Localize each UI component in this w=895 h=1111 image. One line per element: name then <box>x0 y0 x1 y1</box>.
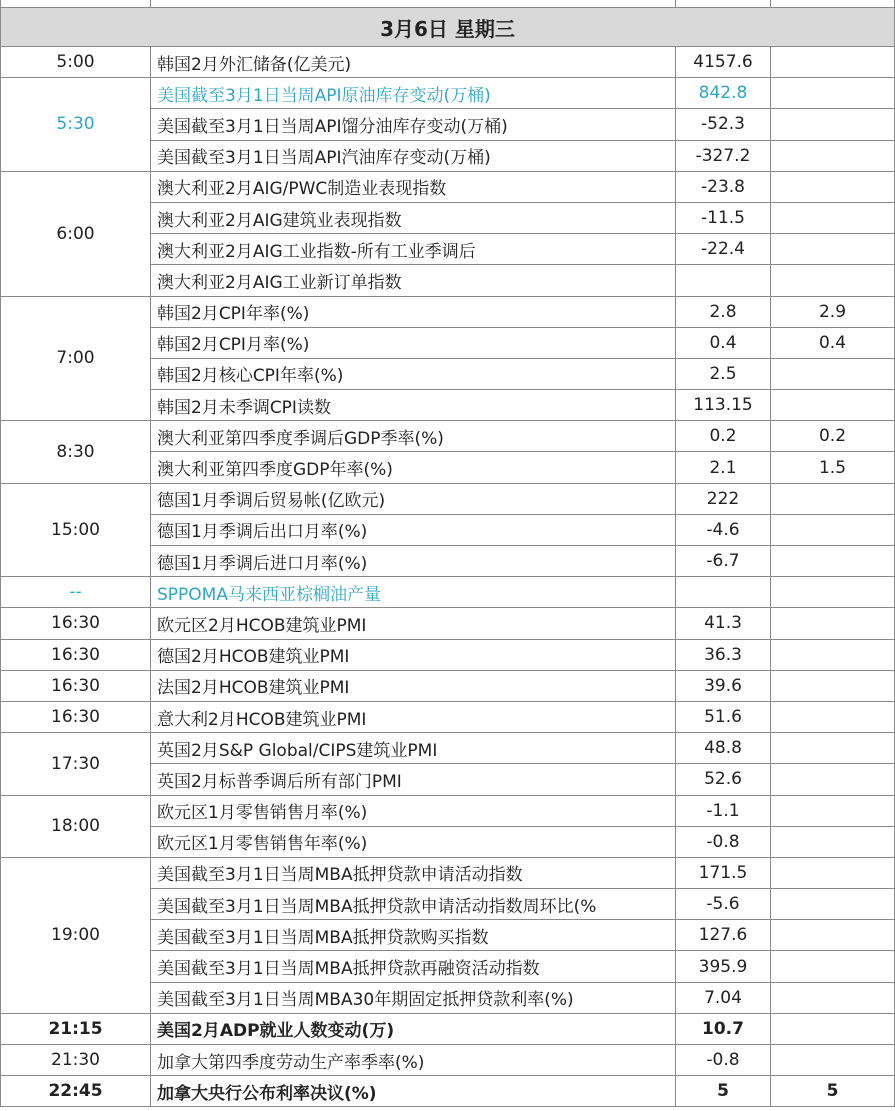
previous-value-cell: -52.3 <box>676 109 771 140</box>
time-cell: 21:15 <box>1 1013 151 1044</box>
forecast-value-cell <box>771 358 895 389</box>
previous-value-cell: 36.3 <box>676 639 771 670</box>
event-name-cell: 韩国2月核心CPI年率(%) <box>151 358 676 389</box>
date-header: 3月6日 星期三 <box>1 8 895 47</box>
previous-value-cell: 395.9 <box>676 951 771 982</box>
forecast-value-cell <box>771 390 895 421</box>
forecast-value-cell <box>771 733 895 764</box>
previous-value-cell: 113.15 <box>676 390 771 421</box>
previous-value-cell: 51.6 <box>676 701 771 732</box>
previous-value-cell: -1.1 <box>676 795 771 826</box>
previous-value-cell: -5.6 <box>676 889 771 920</box>
calendar-row <box>1 670 895 701</box>
forecast-value-cell: 2.9 <box>771 296 895 327</box>
forecast-value-cell: 0.2 <box>771 421 895 452</box>
event-name-cell: 澳大利亚2月AIG工业新订单指数 <box>151 265 676 296</box>
forecast-value-cell <box>771 78 895 109</box>
previous-value-cell: 2.1 <box>676 452 771 483</box>
event-name-cell: 欧元区1月零售销售年率(%) <box>151 826 676 857</box>
previous-value-cell: -327.2 <box>676 140 771 171</box>
calendar-row <box>1 1013 895 1044</box>
previous-value-cell: 39.6 <box>676 670 771 701</box>
time-cell: 22:45 <box>1 1076 151 1107</box>
calendar-row <box>1 577 895 608</box>
time-cell: 5:30 <box>1 78 151 172</box>
forecast-value-cell <box>771 140 895 171</box>
previous-value-cell: 0.4 <box>676 327 771 358</box>
previous-value-cell: 0.2 <box>676 421 771 452</box>
forecast-value-cell <box>771 171 895 202</box>
forecast-value-cell <box>771 47 895 78</box>
event-name-cell: 澳大利亚2月AIG建筑业表现指数 <box>151 202 676 233</box>
event-name-cell: 美国截至3月1日当周MBA抵押贷款申请活动指数周环比(% <box>151 889 676 920</box>
forecast-value-cell <box>771 546 895 577</box>
event-name-cell: SPPOMA马来西亚棕榈油产量 <box>151 577 676 608</box>
event-name-cell: 美国2月ADP就业人数变动(万) <box>151 1013 676 1044</box>
event-name-cell: 澳大利亚2月AIG工业指数-所有工业季调后 <box>151 234 676 265</box>
forecast-value-cell <box>771 982 895 1013</box>
forecast-value-cell <box>771 701 895 732</box>
calendar-row <box>1 639 895 670</box>
event-name-cell: 德国1月季调后进口月率(%) <box>151 546 676 577</box>
event-name-cell: 美国截至3月1日当周API汽油库存变动(万桶) <box>151 140 676 171</box>
event-name-cell: 德国1月季调后出口月率(%) <box>151 514 676 545</box>
time-cell: 15:00 <box>1 483 151 577</box>
event-name-cell: 英国2月标普季调后所有部门PMI <box>151 764 676 795</box>
time-cell: 16:30 <box>1 639 151 670</box>
forecast-value-cell <box>771 577 895 608</box>
previous-value-cell: -23.8 <box>676 171 771 202</box>
calendar-row <box>1 1076 895 1107</box>
top-edge-row <box>1 0 895 8</box>
event-name-cell: 美国截至3月1日当周MBA抵押贷款再融资活动指数 <box>151 951 676 982</box>
forecast-value-cell <box>771 639 895 670</box>
event-name-cell: 澳大利亚2月AIG/PWC制造业表现指数 <box>151 171 676 202</box>
previous-value-cell: -22.4 <box>676 234 771 265</box>
previous-value-cell: 842.8 <box>676 78 771 109</box>
event-name-cell: 韩国2月CPI年率(%) <box>151 296 676 327</box>
previous-value-cell: 41.3 <box>676 608 771 639</box>
previous-value-cell: 7.04 <box>676 982 771 1013</box>
previous-value-cell: 52.6 <box>676 764 771 795</box>
forecast-value-cell <box>771 234 895 265</box>
event-name-cell: 韩国2月CPI月率(%) <box>151 327 676 358</box>
forecast-value-cell <box>771 1045 895 1076</box>
forecast-value-cell <box>771 265 895 296</box>
forecast-value-cell <box>771 764 895 795</box>
calendar-row <box>1 733 895 764</box>
event-name-cell: 美国截至3月1日当周API原油库存变动(万桶) <box>151 78 676 109</box>
calendar-row <box>1 608 895 639</box>
event-name-cell: 英国2月S&P Global/CIPS建筑业PMI <box>151 733 676 764</box>
time-cell: 16:30 <box>1 608 151 639</box>
previous-value-cell: -4.6 <box>676 514 771 545</box>
event-name-cell: 意大利2月HCOB建筑业PMI <box>151 701 676 732</box>
previous-value-cell: 5 <box>676 1076 771 1107</box>
time-cell: 16:30 <box>1 701 151 732</box>
calendar-body <box>1 0 895 1107</box>
calendar-row <box>1 1045 895 1076</box>
calendar-row <box>1 701 895 732</box>
calendar-row <box>1 857 895 888</box>
previous-value-cell: 2.8 <box>676 296 771 327</box>
forecast-value-cell <box>771 826 895 857</box>
forecast-value-cell <box>771 670 895 701</box>
top-edge-cell <box>151 0 676 8</box>
forecast-value-cell <box>771 483 895 514</box>
previous-value-cell: 2.5 <box>676 358 771 389</box>
forecast-value-cell: 1.5 <box>771 452 895 483</box>
forecast-value-cell <box>771 202 895 233</box>
time-cell: 16:30 <box>1 670 151 701</box>
event-name-cell: 澳大利亚第四季度季调后GDP季率(%) <box>151 421 676 452</box>
forecast-value-cell <box>771 951 895 982</box>
forecast-value-cell: 5 <box>771 1076 895 1107</box>
forecast-value-cell <box>771 795 895 826</box>
event-name-cell: 美国截至3月1日当周API馏分油库存变动(万桶) <box>151 109 676 140</box>
event-name-cell: 韩国2月外汇储备(亿美元) <box>151 47 676 78</box>
event-name-cell: 欧元区2月HCOB建筑业PMI <box>151 608 676 639</box>
event-name-cell: 法国2月HCOB建筑业PMI <box>151 670 676 701</box>
time-cell: 17:30 <box>1 733 151 795</box>
forecast-value-cell <box>771 920 895 951</box>
previous-value-cell: -0.8 <box>676 1045 771 1076</box>
top-edge-cell <box>676 0 771 8</box>
calendar-row <box>1 296 895 327</box>
forecast-value-cell <box>771 109 895 140</box>
event-name-cell: 澳大利亚第四季度GDP年率(%) <box>151 452 676 483</box>
event-name-cell: 德国1月季调后贸易帐(亿欧元) <box>151 483 676 514</box>
forecast-value-cell <box>771 514 895 545</box>
time-cell: 8:30 <box>1 421 151 483</box>
time-cell: 19:00 <box>1 857 151 1013</box>
previous-value-cell: 222 <box>676 483 771 514</box>
event-name-cell: 加拿大央行公布利率决议(%) <box>151 1076 676 1107</box>
previous-value-cell: -0.8 <box>676 826 771 857</box>
time-cell: 5:00 <box>1 47 151 78</box>
calendar-row <box>1 47 895 78</box>
previous-value-cell: 127.6 <box>676 920 771 951</box>
date-header-row <box>1 8 895 47</box>
event-name-cell: 美国截至3月1日当周MBA抵押贷款申请活动指数 <box>151 857 676 888</box>
top-edge-cell <box>771 0 895 8</box>
calendar-row <box>1 421 895 452</box>
event-name-cell: 韩国2月未季调CPI读数 <box>151 390 676 421</box>
calendar-row <box>1 171 895 202</box>
previous-value-cell: 48.8 <box>676 733 771 764</box>
time-cell: 6:00 <box>1 171 151 296</box>
time-cell: 21:30 <box>1 1045 151 1076</box>
previous-value-cell: -6.7 <box>676 546 771 577</box>
previous-value-cell: 10.7 <box>676 1013 771 1044</box>
calendar-row <box>1 78 895 109</box>
forecast-value-cell <box>771 889 895 920</box>
forecast-value-cell: 0.4 <box>771 327 895 358</box>
previous-value-cell <box>676 577 771 608</box>
forecast-value-cell <box>771 857 895 888</box>
calendar-row <box>1 483 895 514</box>
previous-value-cell <box>676 265 771 296</box>
event-name-cell: 美国截至3月1日当周MBA30年期固定抵押贷款利率(%) <box>151 982 676 1013</box>
previous-value-cell: 4157.6 <box>676 47 771 78</box>
previous-value-cell: -11.5 <box>676 202 771 233</box>
time-cell: -- <box>1 577 151 608</box>
calendar-row <box>1 795 895 826</box>
time-cell: 7:00 <box>1 296 151 421</box>
event-name-cell: 加拿大第四季度劳动生产率季率(%) <box>151 1045 676 1076</box>
event-name-cell: 德国2月HCOB建筑业PMI <box>151 639 676 670</box>
event-name-cell: 美国截至3月1日当周MBA抵押贷款购买指数 <box>151 920 676 951</box>
event-name-cell: 欧元区1月零售销售月率(%) <box>151 795 676 826</box>
top-edge-cell <box>1 0 151 8</box>
previous-value-cell: 171.5 <box>676 857 771 888</box>
forecast-value-cell <box>771 1013 895 1044</box>
forecast-value-cell <box>771 608 895 639</box>
time-cell: 18:00 <box>1 795 151 857</box>
